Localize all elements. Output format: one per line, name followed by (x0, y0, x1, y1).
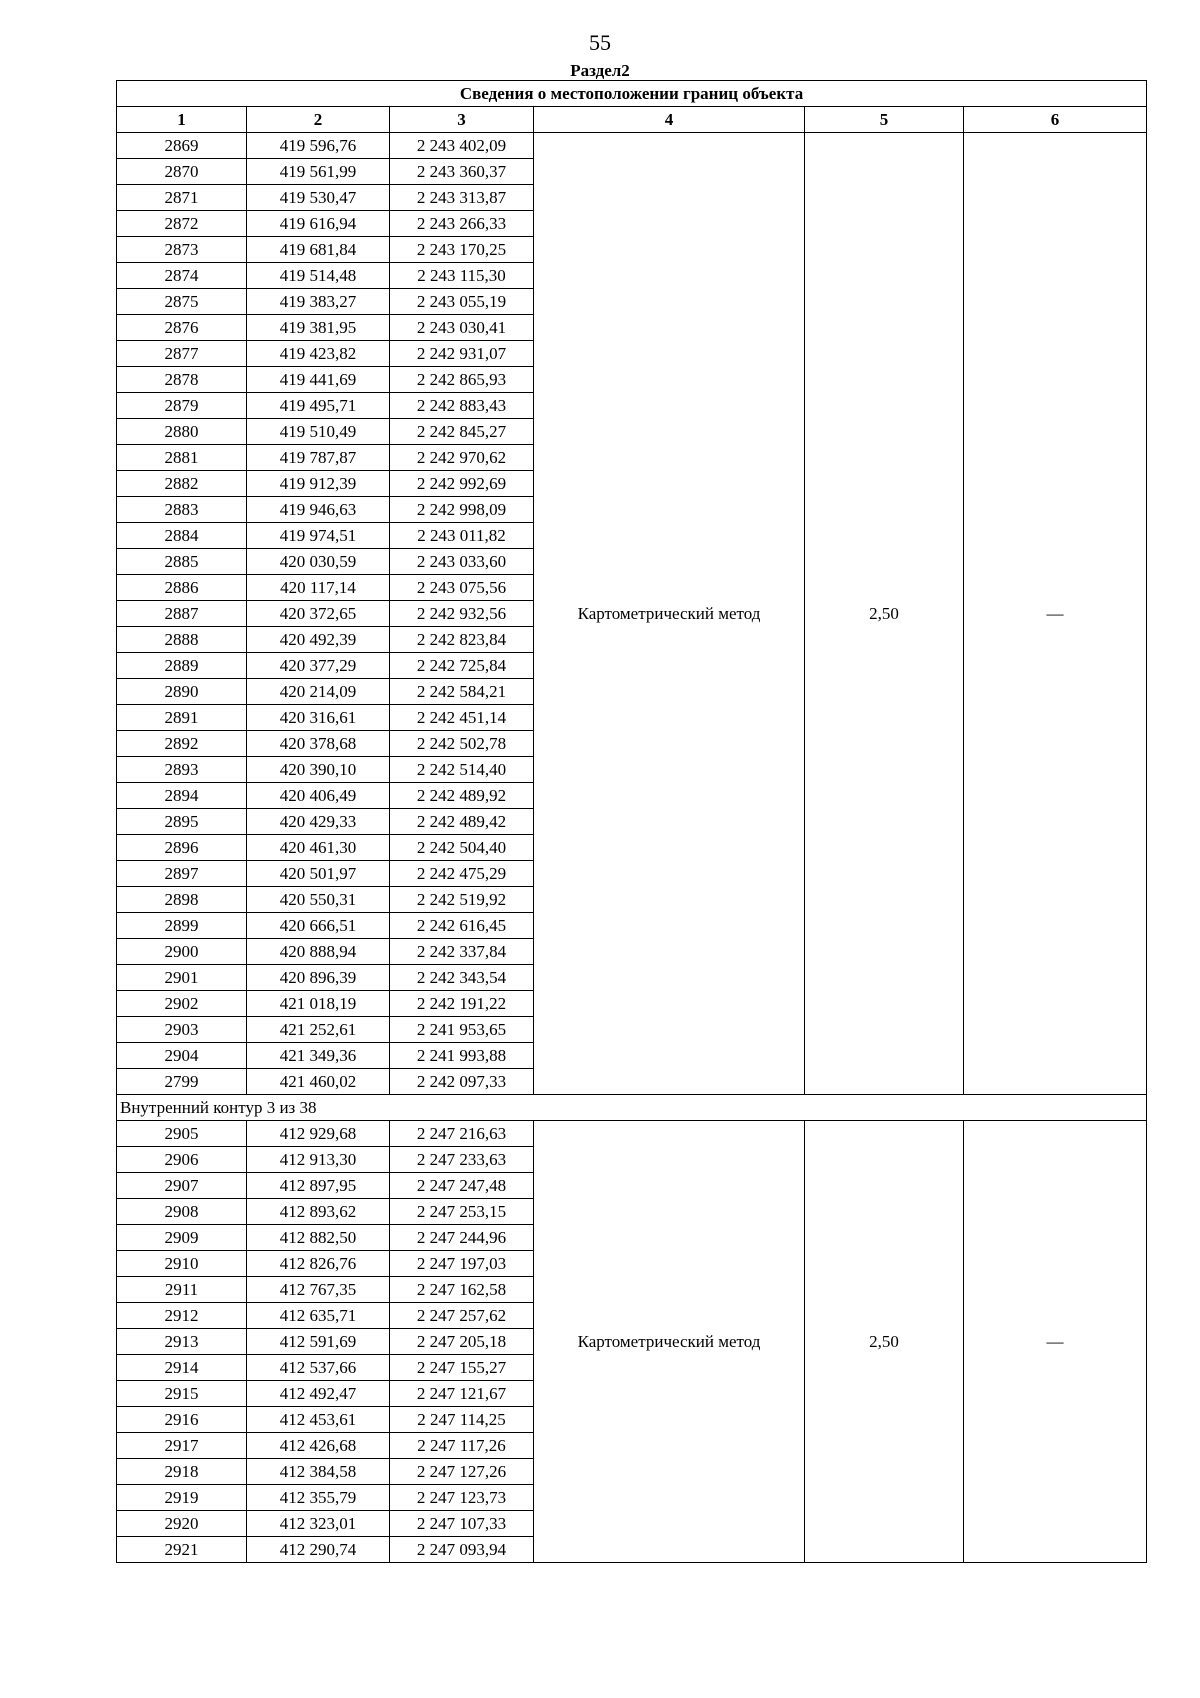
x-coordinate-cell: 420 372,65 (247, 601, 390, 627)
point-number-cell: 2920 (117, 1511, 247, 1537)
x-coordinate-cell: 420 550,31 (247, 887, 390, 913)
y-coordinate-cell: 2 247 244,96 (390, 1225, 534, 1251)
point-number-cell: 2889 (117, 653, 247, 679)
section-title: Раздел2 (570, 61, 630, 80)
column-6-cell: — (964, 1121, 1147, 1563)
x-coordinate-cell: 412 537,66 (247, 1355, 390, 1381)
x-coordinate-cell: 420 429,33 (247, 809, 390, 835)
point-number-cell: 2871 (117, 185, 247, 211)
x-coordinate-cell: 420 896,39 (247, 965, 390, 991)
x-coordinate-cell: 419 510,49 (247, 419, 390, 445)
y-coordinate-cell: 2 247 162,58 (390, 1277, 534, 1303)
y-coordinate-cell: 2 243 030,41 (390, 315, 534, 341)
y-coordinate-cell: 2 247 253,15 (390, 1199, 534, 1225)
x-coordinate-cell: 420 378,68 (247, 731, 390, 757)
y-coordinate-cell: 2 242 932,56 (390, 601, 534, 627)
point-number-cell: 2903 (117, 1017, 247, 1043)
y-coordinate-cell: 2 242 519,92 (390, 887, 534, 913)
point-number-cell: 2909 (117, 1225, 247, 1251)
header-row (117, 107, 1147, 133)
x-coordinate-cell: 421 460,02 (247, 1069, 390, 1095)
y-coordinate-cell: 2 243 360,37 (390, 159, 534, 185)
point-number-cell: 2876 (117, 315, 247, 341)
y-coordinate-cell: 2 242 504,40 (390, 835, 534, 861)
point-number-cell: 2885 (117, 549, 247, 575)
y-coordinate-cell: 2 247 123,73 (390, 1485, 534, 1511)
x-coordinate-cell: 421 018,19 (247, 991, 390, 1017)
point-number-cell: 2893 (117, 757, 247, 783)
point-number-cell: 2911 (117, 1277, 247, 1303)
x-coordinate-cell: 420 888,94 (247, 939, 390, 965)
point-number-cell: 2915 (117, 1381, 247, 1407)
x-coordinate-cell: 421 252,61 (247, 1017, 390, 1043)
x-coordinate-cell: 412 384,58 (247, 1459, 390, 1485)
point-number-cell: 2895 (117, 809, 247, 835)
y-coordinate-cell: 2 241 993,88 (390, 1043, 534, 1069)
point-number-cell: 2910 (117, 1251, 247, 1277)
x-coordinate-cell: 420 461,30 (247, 835, 390, 861)
point-number-cell: 2881 (117, 445, 247, 471)
x-coordinate-cell: 419 787,87 (247, 445, 390, 471)
point-number-cell: 2896 (117, 835, 247, 861)
point-number-cell: 2877 (117, 341, 247, 367)
point-number-cell: 2882 (117, 471, 247, 497)
y-coordinate-cell: 2 242 845,27 (390, 419, 534, 445)
x-coordinate-cell: 412 635,71 (247, 1303, 390, 1329)
x-coordinate-cell: 412 882,50 (247, 1225, 390, 1251)
column-header: 5 (805, 107, 964, 133)
y-coordinate-cell: 2 247 121,67 (390, 1381, 534, 1407)
y-coordinate-cell: 2 247 233,63 (390, 1147, 534, 1173)
x-coordinate-cell: 412 913,30 (247, 1147, 390, 1173)
x-coordinate-cell: 419 530,47 (247, 185, 390, 211)
y-coordinate-cell: 2 247 205,18 (390, 1329, 534, 1355)
x-coordinate-cell: 420 492,39 (247, 627, 390, 653)
x-coordinate-cell: 419 946,63 (247, 497, 390, 523)
x-coordinate-cell: 419 495,71 (247, 393, 390, 419)
y-coordinate-cell: 2 247 216,63 (390, 1121, 534, 1147)
x-coordinate-cell: 412 492,47 (247, 1381, 390, 1407)
point-number-cell: 2870 (117, 159, 247, 185)
point-number-cell: 2897 (117, 861, 247, 887)
point-number-cell: 2916 (117, 1407, 247, 1433)
y-coordinate-cell: 2 243 075,56 (390, 575, 534, 601)
column-header: 1 (117, 107, 247, 133)
page-number: 55 (589, 30, 611, 55)
point-number-cell: 2906 (117, 1147, 247, 1173)
point-number-cell: 2913 (117, 1329, 247, 1355)
column-header: 6 (964, 107, 1147, 133)
point-number-cell: 2912 (117, 1303, 247, 1329)
x-coordinate-cell: 419 974,51 (247, 523, 390, 549)
point-number-cell: 2875 (117, 289, 247, 315)
x-coordinate-cell: 421 349,36 (247, 1043, 390, 1069)
x-coordinate-cell: 412 355,79 (247, 1485, 390, 1511)
point-number-cell: 2890 (117, 679, 247, 705)
x-coordinate-cell: 412 929,68 (247, 1121, 390, 1147)
y-coordinate-cell: 2 243 055,19 (390, 289, 534, 315)
point-number-cell: 2880 (117, 419, 247, 445)
y-coordinate-cell: 2 242 998,09 (390, 497, 534, 523)
y-coordinate-cell: 2 242 451,14 (390, 705, 534, 731)
y-coordinate-cell: 2 242 883,43 (390, 393, 534, 419)
x-coordinate-cell: 412 426,68 (247, 1433, 390, 1459)
point-number-cell: 2900 (117, 939, 247, 965)
point-number-cell: 2919 (117, 1485, 247, 1511)
y-coordinate-cell: 2 242 514,40 (390, 757, 534, 783)
x-coordinate-cell: 420 030,59 (247, 549, 390, 575)
column-header: 2 (247, 107, 390, 133)
point-number-cell: 2898 (117, 887, 247, 913)
column-header: 4 (534, 107, 805, 133)
y-coordinate-cell: 2 242 931,07 (390, 341, 534, 367)
x-coordinate-cell: 420 501,97 (247, 861, 390, 887)
point-number-cell: 2888 (117, 627, 247, 653)
x-coordinate-cell: 419 912,39 (247, 471, 390, 497)
y-coordinate-cell: 2 247 093,94 (390, 1537, 534, 1563)
x-coordinate-cell: 420 666,51 (247, 913, 390, 939)
y-coordinate-cell: 2 243 266,33 (390, 211, 534, 237)
y-coordinate-cell: 2 247 247,48 (390, 1173, 534, 1199)
y-coordinate-cell: 2 243 115,30 (390, 263, 534, 289)
point-number-cell: 2869 (117, 133, 247, 159)
y-coordinate-cell: 2 241 953,65 (390, 1017, 534, 1043)
x-coordinate-cell: 412 591,69 (247, 1329, 390, 1355)
method-cell: Картометрический метод (534, 1121, 805, 1563)
point-number-cell: 2904 (117, 1043, 247, 1069)
point-number-cell: 2892 (117, 731, 247, 757)
y-coordinate-cell: 2 247 257,62 (390, 1303, 534, 1329)
y-coordinate-cell: 2 242 992,69 (390, 471, 534, 497)
y-coordinate-cell: 2 242 823,84 (390, 627, 534, 653)
point-number-cell: 2907 (117, 1173, 247, 1199)
x-coordinate-cell: 420 117,14 (247, 575, 390, 601)
x-coordinate-cell: 412 290,74 (247, 1537, 390, 1563)
point-number-cell: 2884 (117, 523, 247, 549)
accuracy-cell: 2,50 (805, 1121, 964, 1563)
column-6-cell: — (964, 133, 1147, 1095)
x-coordinate-cell: 412 897,95 (247, 1173, 390, 1199)
y-coordinate-cell: 2 242 097,33 (390, 1069, 534, 1095)
y-coordinate-cell: 2 242 865,93 (390, 367, 534, 393)
contour-row (117, 1095, 1147, 1121)
boundary-table (116, 80, 1147, 1563)
point-number-cell: 2799 (117, 1069, 247, 1095)
y-coordinate-cell: 2 242 725,84 (390, 653, 534, 679)
x-coordinate-cell: 420 390,10 (247, 757, 390, 783)
table-body (117, 133, 1147, 1563)
y-coordinate-cell: 2 247 127,26 (390, 1459, 534, 1485)
point-number-cell: 2901 (117, 965, 247, 991)
y-coordinate-cell: 2 247 155,27 (390, 1355, 534, 1381)
x-coordinate-cell: 412 826,76 (247, 1251, 390, 1277)
point-number-cell: 2872 (117, 211, 247, 237)
x-coordinate-cell: 419 514,48 (247, 263, 390, 289)
table-row (117, 1121, 1147, 1147)
table-row (117, 133, 1147, 159)
x-coordinate-cell: 412 453,61 (247, 1407, 390, 1433)
y-coordinate-cell: 2 247 107,33 (390, 1511, 534, 1537)
y-coordinate-cell: 2 242 191,22 (390, 991, 534, 1017)
point-number-cell: 2914 (117, 1355, 247, 1381)
y-coordinate-cell: 2 247 197,03 (390, 1251, 534, 1277)
y-coordinate-cell: 2 243 170,25 (390, 237, 534, 263)
y-coordinate-cell: 2 247 114,25 (390, 1407, 534, 1433)
point-number-cell: 2878 (117, 367, 247, 393)
y-coordinate-cell: 2 243 011,82 (390, 523, 534, 549)
x-coordinate-cell: 420 377,29 (247, 653, 390, 679)
y-coordinate-cell: 2 242 475,29 (390, 861, 534, 887)
y-coordinate-cell: 2 242 584,21 (390, 679, 534, 705)
y-coordinate-cell: 2 242 489,92 (390, 783, 534, 809)
point-number-cell: 2886 (117, 575, 247, 601)
point-number-cell: 2905 (117, 1121, 247, 1147)
accuracy-cell: 2,50 (805, 133, 964, 1095)
point-number-cell: 2899 (117, 913, 247, 939)
y-coordinate-cell: 2 242 343,54 (390, 965, 534, 991)
y-coordinate-cell: 2 242 970,62 (390, 445, 534, 471)
contour-label: Внутренний контур 3 из 38 (117, 1095, 1147, 1121)
y-coordinate-cell: 2 242 616,45 (390, 913, 534, 939)
x-coordinate-cell: 420 316,61 (247, 705, 390, 731)
x-coordinate-cell: 412 323,01 (247, 1511, 390, 1537)
point-number-cell: 2873 (117, 237, 247, 263)
x-coordinate-cell: 419 423,82 (247, 341, 390, 367)
y-coordinate-cell: 2 242 489,42 (390, 809, 534, 835)
point-number-cell: 2879 (117, 393, 247, 419)
x-coordinate-cell: 419 616,94 (247, 211, 390, 237)
x-coordinate-cell: 412 893,62 (247, 1199, 390, 1225)
point-number-cell: 2891 (117, 705, 247, 731)
y-coordinate-cell: 2 242 502,78 (390, 731, 534, 757)
column-header: 3 (390, 107, 534, 133)
x-coordinate-cell: 419 383,27 (247, 289, 390, 315)
point-number-cell: 2921 (117, 1537, 247, 1563)
x-coordinate-cell: 419 381,95 (247, 315, 390, 341)
x-coordinate-cell: 412 767,35 (247, 1277, 390, 1303)
y-coordinate-cell: 2 243 402,09 (390, 133, 534, 159)
y-coordinate-cell: 2 242 337,84 (390, 939, 534, 965)
y-coordinate-cell: 2 247 117,26 (390, 1433, 534, 1459)
point-number-cell: 2883 (117, 497, 247, 523)
point-number-cell: 2918 (117, 1459, 247, 1485)
point-number-cell: 2902 (117, 991, 247, 1017)
x-coordinate-cell: 419 561,99 (247, 159, 390, 185)
x-coordinate-cell: 419 681,84 (247, 237, 390, 263)
point-number-cell: 2917 (117, 1433, 247, 1459)
y-coordinate-cell: 2 243 313,87 (390, 185, 534, 211)
x-coordinate-cell: 420 406,49 (247, 783, 390, 809)
point-number-cell: 2894 (117, 783, 247, 809)
x-coordinate-cell: 419 596,76 (247, 133, 390, 159)
x-coordinate-cell: 420 214,09 (247, 679, 390, 705)
point-number-cell: 2887 (117, 601, 247, 627)
point-number-cell: 2908 (117, 1199, 247, 1225)
x-coordinate-cell: 419 441,69 (247, 367, 390, 393)
method-cell: Картометрический метод (534, 133, 805, 1095)
y-coordinate-cell: 2 243 033,60 (390, 549, 534, 575)
table-caption: Сведения о местоположении границ объекта (117, 81, 1147, 107)
point-number-cell: 2874 (117, 263, 247, 289)
